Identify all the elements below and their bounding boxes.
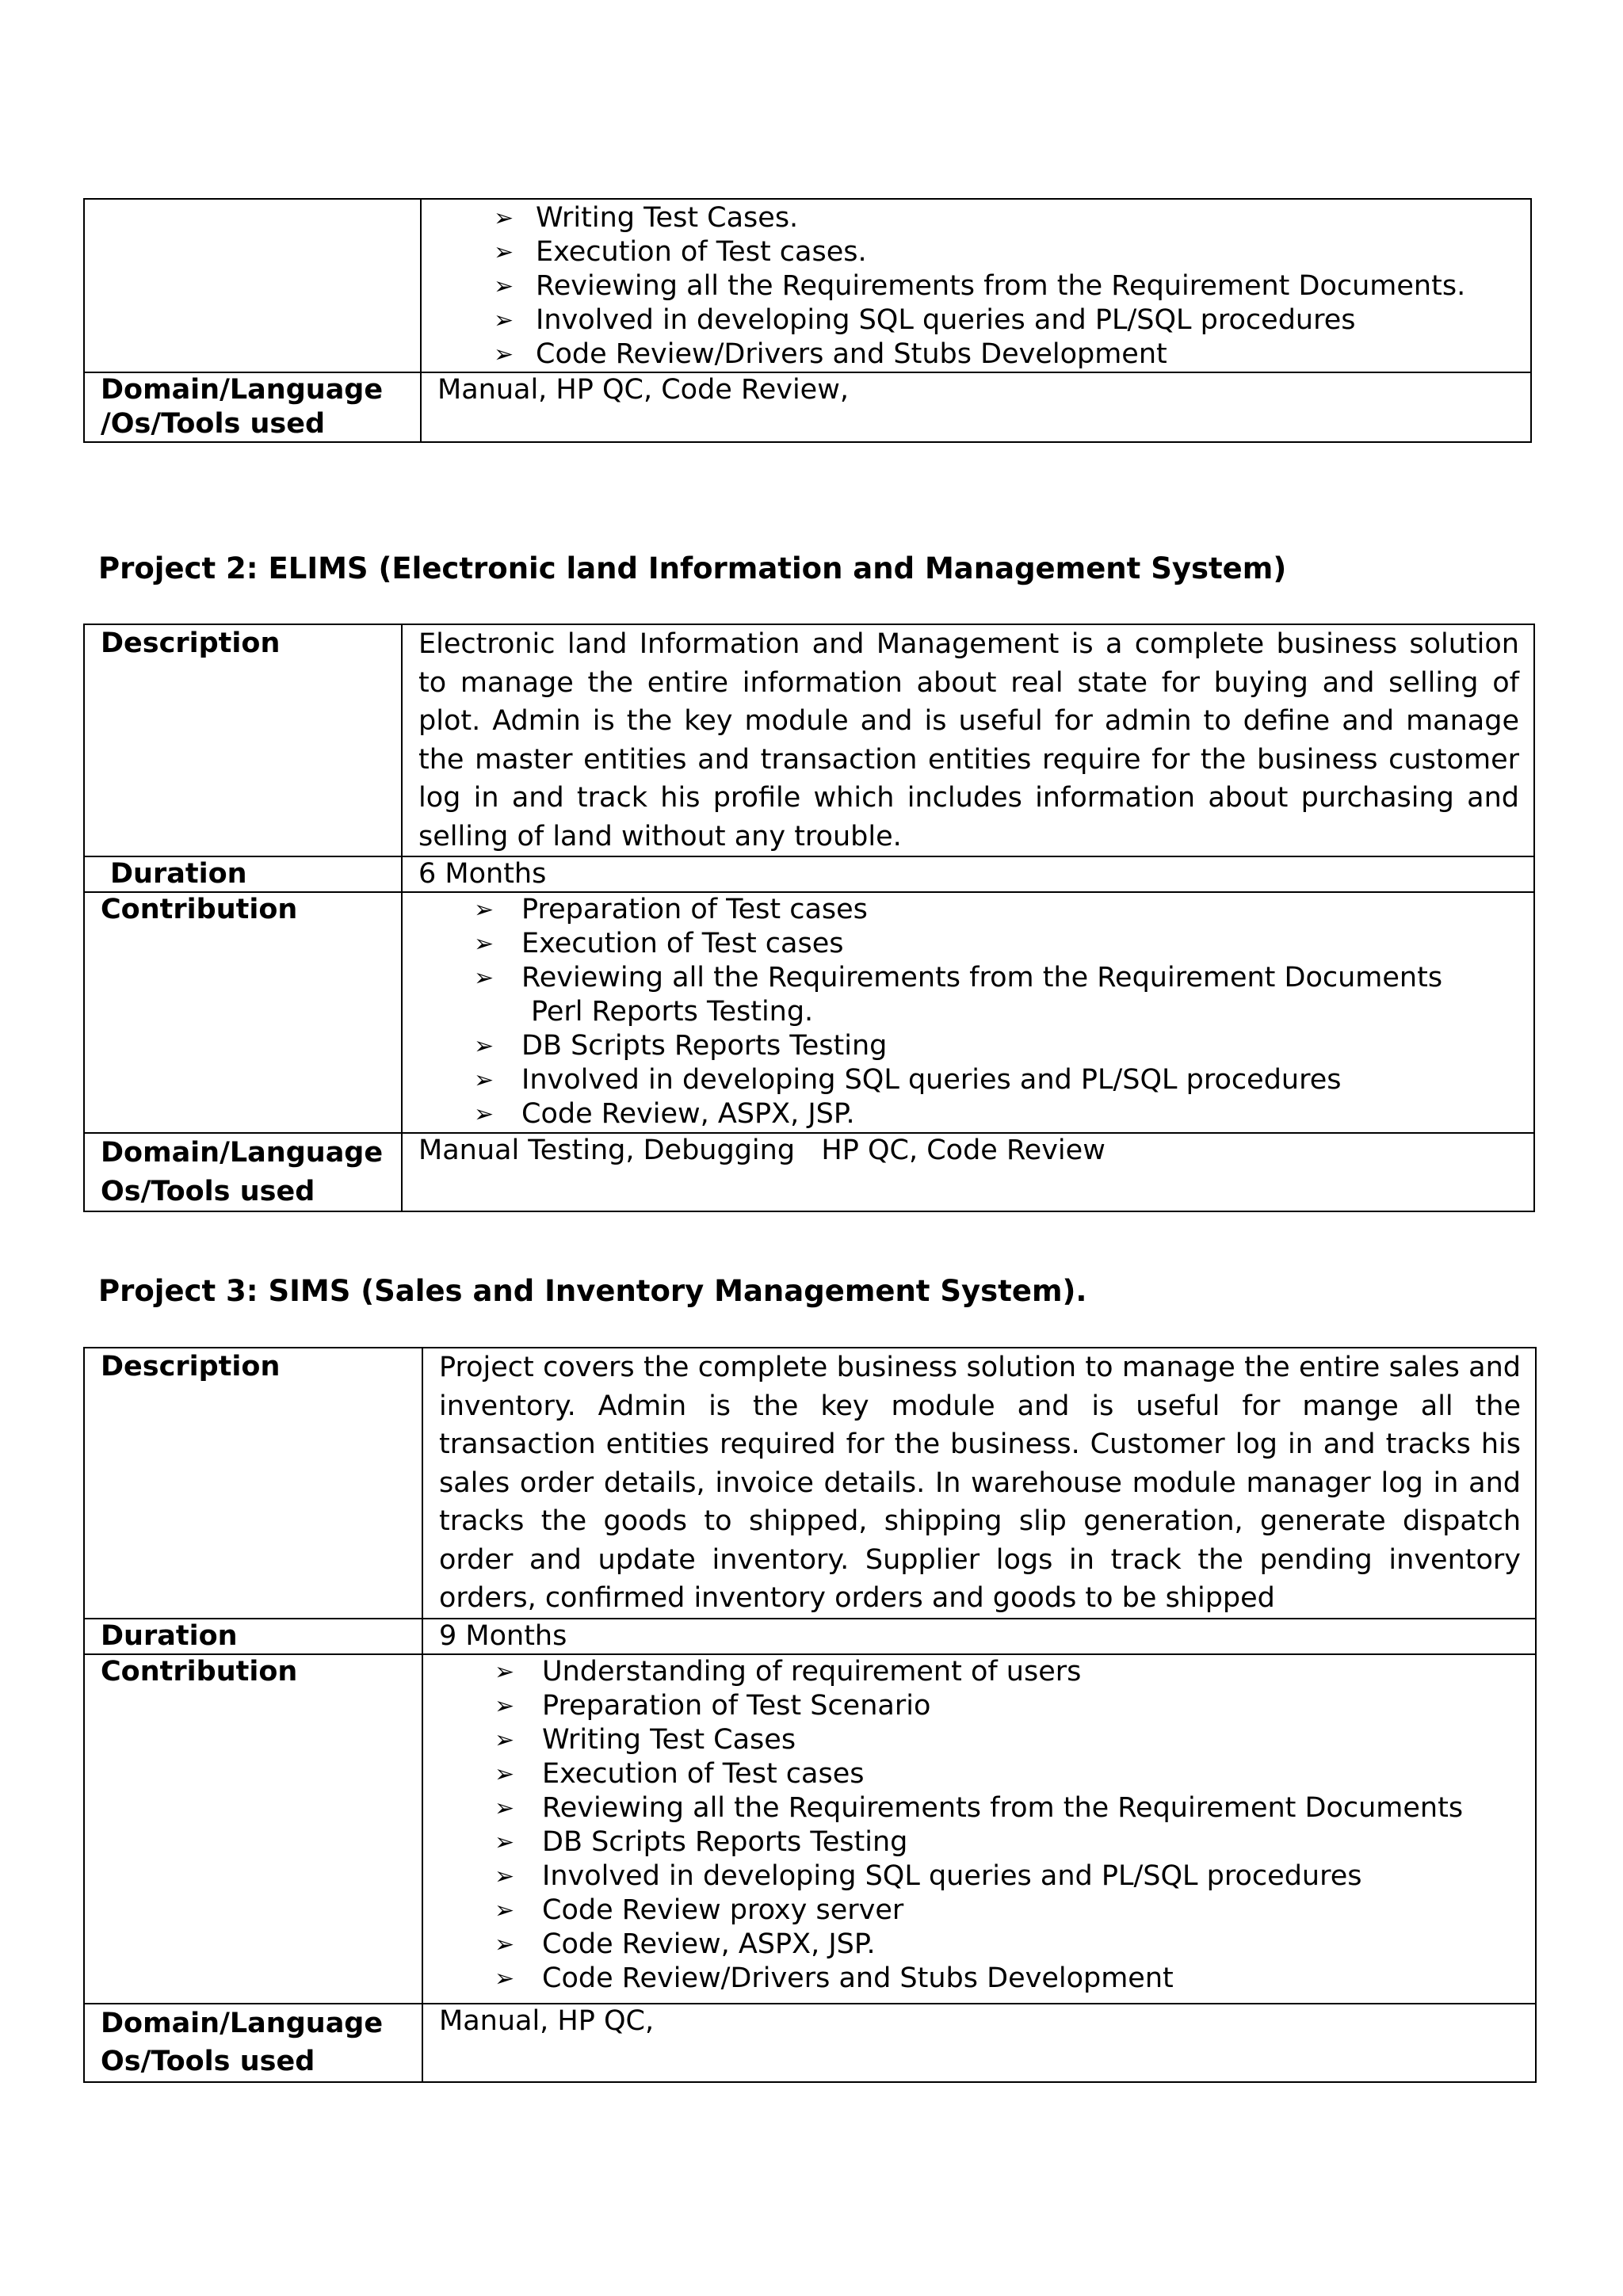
arrow-bullet-icon: ➢ [494,341,514,368]
project3-contribution-cell [422,1654,1536,2004]
project3-duration: 9 Months [422,1619,1536,1654]
arrow-bullet-icon: ➢ [495,1828,515,1856]
list-item: ➢ Code Review/Drivers and Stubs Development [494,338,1167,370]
arrow-bullet-icon: ➢ [495,1896,515,1924]
arrow-bullet-icon: ➢ [474,930,495,958]
project1-contribution-label-cell [84,199,421,372]
list-item: ➢ Reviewing all the Requirements from the Requirement Documents Perl Reports Testing. [474,962,1443,1028]
arrow-bullet-icon: ➢ [495,1862,515,1890]
project2-duration-label: Duration [84,856,402,892]
list-item: ➢ Code Review, ASPX, JSP. [474,1098,855,1130]
list-item: ➢ Reviewing all the Requirements from the Requirement Documents [495,1791,1464,1824]
arrow-bullet-icon: ➢ [495,1964,515,1993]
project2-heading: Project 2: ELIMS (Electronic land Information and Management System) [98,551,1287,585]
arrow-bullet-icon: ➢ [495,1726,515,1754]
list-item: ➢ DB Scripts Reports Testing [474,1030,888,1062]
list-item: ➢ Execution of Test cases. [494,236,867,268]
project3-contribution-label: Contribution [84,1654,422,2004]
project3-description: Project covers the complete business solution to manage the entire sales and inventory. Admin is the key module and is useful for mange all the transaction entities required for the business. Customer log in and tracks his sales order details, invoice details. In warehouse module manager log in and tracks the goods to shipped, shipping slip generation, generate dispatch order and update inventory. Supplier logs in track the pending inventory orders, confirmed inventory orders and goods to be shipped [422,1348,1536,1619]
arrow-bullet-icon: ➢ [474,1066,495,1094]
project3-contribution-list [495,1655,1535,1996]
project2-duration: 6 Months [402,856,1534,892]
list-item: ➢ Code Review, ASPX, JSP. [495,1928,876,1960]
arrow-bullet-icon: ➢ [474,964,495,992]
arrow-bullet-icon: ➢ [495,1794,515,1822]
arrow-bullet-icon: ➢ [474,896,495,924]
arrow-bullet-icon: ➢ [495,1657,515,1686]
project2-description-label: Description [84,624,402,856]
project1-domain-value: Manual, HP QC, Code Review, [421,372,1531,442]
project2-description: Electronic land Information and Management is a complete business solution to manage the entire information about real state for buying and selling of plot. Admin is the key module and is useful for admin to define and manage the master entities and transaction entities require for the business customer log in and track his profile which includes information about purchasing and selling of land without any trouble. [402,624,1534,856]
project2-contribution-list [474,893,1533,1131]
project3-table [83,1347,1537,2083]
project3-heading: Project 3: SIMS (Sales and Inventory Management System). [98,1274,1087,1308]
list-item: ➢ Writing Test Cases [495,1723,796,1756]
list-item: ➢ Execution of Test cases [474,928,844,959]
list-item: ➢ DB Scripts Reports Testing [495,1825,908,1858]
arrow-bullet-icon: ➢ [495,1930,515,1958]
list-item: ➢ Preparation of Test Scenario [495,1689,931,1722]
arrow-bullet-icon: ➢ [494,307,514,334]
list-item: ➢ Reviewing all the Requirements from the Requirement Documents. [494,270,1466,302]
list-item: ➢ Involved in developing SQL queries and PL/SQL procedures [495,1859,1362,1892]
project2-contribution-label: Contribution [84,892,402,1133]
arrow-bullet-icon: ➢ [474,1100,495,1128]
project2-domain-value: Manual Testing, Debugging HP QC, Code Review [402,1133,1534,1211]
list-item: ➢ Code Review proxy server [495,1894,904,1926]
project3-domain-value: Manual, HP QC, [422,2004,1536,2082]
arrow-bullet-icon: ➢ [495,1760,515,1788]
arrow-bullet-icon: ➢ [474,1032,495,1060]
project3-duration-label: Duration [84,1619,422,1654]
list-item: ➢ Code Review/Drivers and Stubs Development [495,1962,1174,1994]
list-item: ➢ Understanding of requirement of users [495,1655,1082,1688]
project2-contribution-cell [402,892,1534,1133]
project1-domain-label: Domain/Language /Os/Tools used [84,372,421,442]
list-item: ➢ Involved in developing SQL queries and PL/SQL procedures [474,1064,1342,1096]
project3-domain-label: Domain/Language Os/Tools used [84,2004,422,2082]
project2-table [83,624,1535,1212]
project3-description-label: Description [84,1348,422,1619]
list-item: ➢ Involved in developing SQL queries and PL/SQL procedures [494,304,1356,336]
arrow-bullet-icon: ➢ [495,1691,515,1720]
project1-contribution-cell [421,199,1531,372]
list-item: ➢ Execution of Test cases [495,1757,865,1790]
list-item-continuation: Perl Reports Testing. [531,996,814,1028]
arrow-bullet-icon: ➢ [494,238,514,266]
list-item: ➢ Writing Test Cases. [494,202,799,234]
list-item: ➢ Preparation of Test cases [474,894,868,925]
arrow-bullet-icon: ➢ [494,204,514,232]
project1-table [83,198,1532,443]
project2-domain-label: Domain/Language Os/Tools used [84,1133,402,1211]
project1-contribution-list [494,201,1530,372]
arrow-bullet-icon: ➢ [494,273,514,300]
